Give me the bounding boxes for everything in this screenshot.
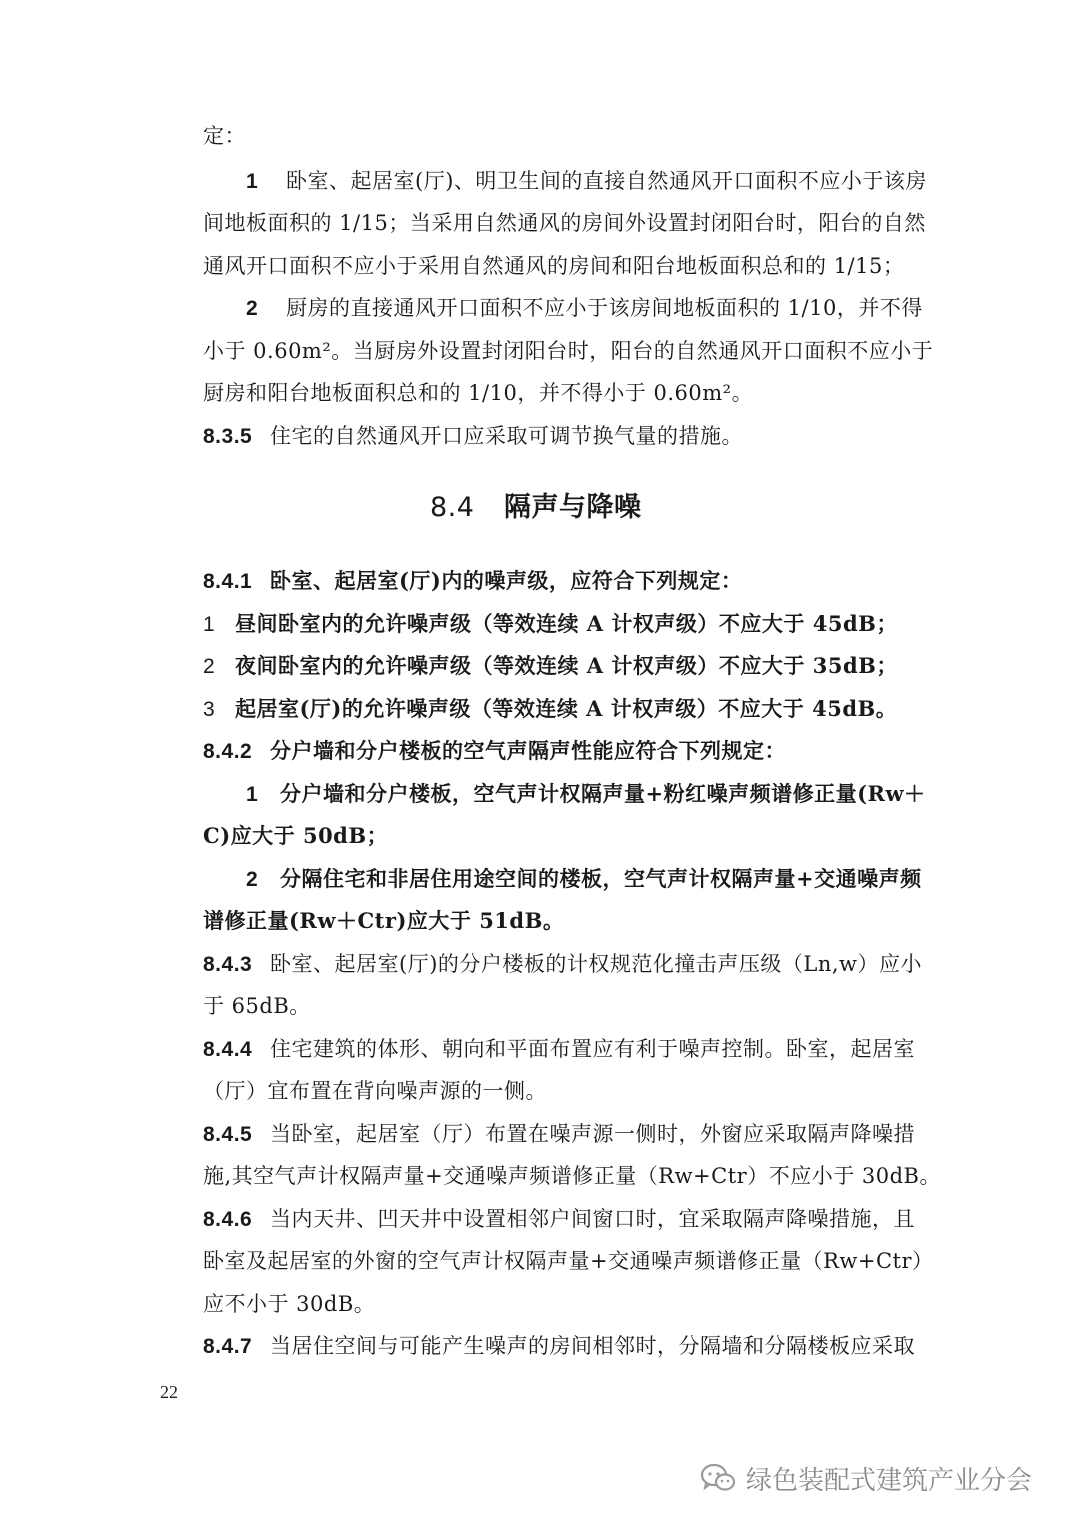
text-line: （厅）宜布置在背向噪声源的一侧。 <box>203 1079 547 1103</box>
clause-number: 8.4.4 <box>203 1038 253 1061</box>
text-line: 施,其空气声计权隔声量+交通噪声频谱修正量（Rw+Ctr）不应小于 30dB。 <box>203 1164 941 1188</box>
list-item: 2 夜间卧室内的允许噪声级（等效连续 A 计权声级）不应大于 35dB； <box>203 651 898 682</box>
item-number: 2 <box>203 655 216 678</box>
text-line: 通风开口面积不应小于采用自然通风的房间和阳台地板面积总和的 1/15； <box>203 254 905 278</box>
text-line: 卧室及起居室的外窗的空气声计权隔声量+交通噪声频谱修正量（Rw+Ctr） <box>203 1249 934 1273</box>
text-line: 谱修正量(Rw＋Ctr)应大于 51dB。 <box>203 908 565 933</box>
clause-8-4-2: 8.4.2 分户墙和分户楼板的空气声隔声性能应符合下列规定： <box>203 736 786 767</box>
list-item: 2 厨房的直接通风开口面积不应小于该房间地板面积的 1/10，并不得 <box>246 293 923 324</box>
section-number: 8.4 <box>430 492 475 523</box>
clause-number: 8.4.6 <box>203 1208 253 1231</box>
list-item: 1 卧室、起居室(厅)、明卫生间的直接自然通风开口面积不应小于该房 <box>246 166 927 197</box>
text-line: 应不小于 30dB。 <box>203 1292 376 1316</box>
list-item: 1 分户墙和分户楼板，空气声计权隔声量+粉红噪声频谱修正量(Rw＋ <box>246 779 926 810</box>
text-line: 小于 0.60m²。当厨房外设置封闭阳台时，阳台的自然通风开口面积不应小于 <box>203 339 934 363</box>
page-number: 22 <box>160 1382 178 1402</box>
clause-8-4-7: 8.4.7 当居住空间与可能产生噪声的房间相邻时，分隔墙和分隔楼板应采取 <box>203 1331 915 1362</box>
clause-8-3-5: 8.3.5 住宅的自然通风开口应采取可调节换气量的措施。 <box>203 421 743 452</box>
clause-number: 8.4.3 <box>203 953 253 976</box>
text-line: 于 65dB。 <box>203 994 311 1018</box>
text-line: 厨房和阳台地板面积总和的 1/10，并不得小于 0.60m²。 <box>203 381 754 405</box>
clause-number: 8.3.5 <box>203 425 253 448</box>
clause-number: 8.4.1 <box>203 570 253 593</box>
list-item: 1 昼间卧室内的允许噪声级（等效连续 A 计权声级）不应大于 45dB； <box>203 609 898 640</box>
clause-8-4-6: 8.4.6 当内天井、凹天井中设置相邻户间窗口时，宜采取隔声降噪措施，且 <box>203 1204 915 1235</box>
text-line: 间地板面积的 1/15；当采用自然通风的房间外设置封闭阳台时，阳台的自然 <box>203 211 926 235</box>
clause-8-4-1: 8.4.1 卧室、起居室(厅)内的噪声级，应符合下列规定： <box>203 566 742 597</box>
watermark-text: 绿色装配式建筑产业分会 <box>746 1465 1033 1496</box>
item-number: 1 <box>246 783 259 806</box>
clause-8-4-5: 8.4.5 当卧室，起居室（厅）布置在噪声源一侧时，外窗应采取隔声降噪措 <box>203 1119 915 1150</box>
clause-number: 8.4.5 <box>203 1123 253 1146</box>
text-line: 定： <box>203 124 246 148</box>
text-line: C)应大于 50dB； <box>203 823 389 848</box>
watermark <box>700 1458 1032 1498</box>
clause-number: 8.4.2 <box>203 740 253 763</box>
item-number: 3 <box>203 698 216 721</box>
item-number: 1 <box>246 170 259 193</box>
list-item: 3 起居室(厅)的允许噪声级（等效连续 A 计权声级）不应大于 45dB。 <box>203 694 897 725</box>
section-heading <box>430 490 642 526</box>
section-title: 隔声与降噪 <box>504 492 642 523</box>
clause-number: 8.4.7 <box>203 1335 253 1358</box>
wechat-icon <box>700 1463 736 1493</box>
item-number: 2 <box>246 868 259 891</box>
list-item: 2 分隔住宅和非居住用途空间的楼板，空气声计权隔声量+交通噪声频 <box>246 864 922 895</box>
clause-8-4-3: 8.4.3 卧室、起居室(厅)的分户楼板的计权规范化撞击声压级（Ln,w）应小 <box>203 949 922 980</box>
clause-8-4-4: 8.4.4 住宅建筑的体形、朝向和平面布置应有利于噪声控制。卧室，起居室 <box>203 1034 915 1065</box>
item-number: 2 <box>246 297 259 320</box>
item-number: 1 <box>203 613 216 636</box>
